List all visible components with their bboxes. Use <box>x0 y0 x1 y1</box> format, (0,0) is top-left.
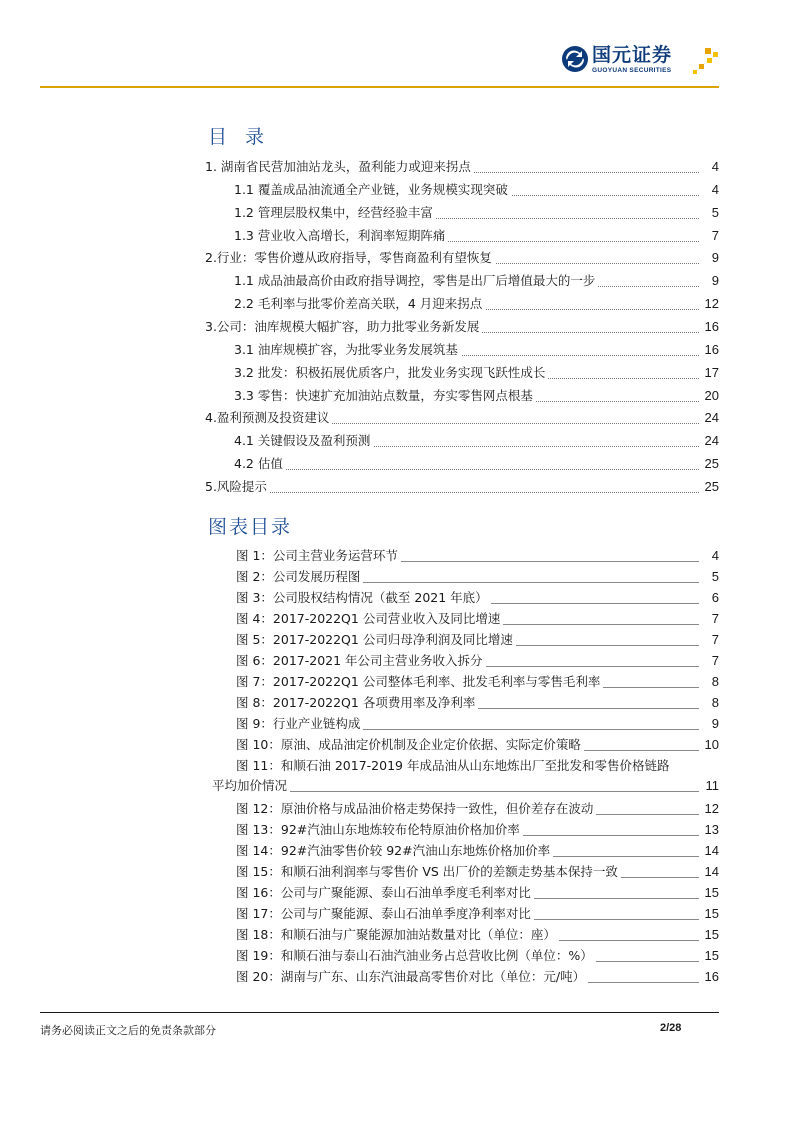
figure-entry[interactable] <box>236 714 719 734</box>
toc-entry-label: 4.2 估值 <box>234 456 286 471</box>
toc-entry[interactable] <box>234 340 719 360</box>
logo-chinese-text: 国元证券 <box>592 44 673 66</box>
figure-entry[interactable] <box>236 735 719 755</box>
toc-entry[interactable] <box>234 431 719 451</box>
figure-entry-label: 图 6：2017-2021 年公司主营业务收入拆分 <box>236 653 486 668</box>
toc-entry[interactable] <box>234 180 719 200</box>
logo-english-text: GUOYUAN SECURITIES <box>592 67 672 74</box>
figure-entry-label: 图 9：行业产业链构成 <box>236 716 363 731</box>
toc-entry[interactable] <box>234 294 719 314</box>
figure-entry[interactable] <box>236 904 719 924</box>
toc-entry-page: 4 <box>709 180 719 200</box>
toc-entry-label: 1.3 营业收入高增长，利润率短期阵痛 <box>234 228 448 243</box>
figure-entry-label: 图 18：和顺石油与广聚能源加油站数量对比（单位：座） <box>236 927 559 942</box>
toc-entry-label: 4.盈利预测及投资建议 <box>205 410 332 425</box>
figure-entry-page: 6 <box>709 588 719 608</box>
toc-entry-page: 24 <box>702 431 719 451</box>
toc-entry-label: 1. 湖南省民营加油站龙头，盈利能力或迎来拐点 <box>205 159 474 174</box>
figure-entry-label: 图 14：92#汽油零售价较 92#汽油山东地炼价格加价率 <box>236 843 553 858</box>
figure-entry[interactable] <box>236 841 719 861</box>
toc-entry-page: 16 <box>702 317 719 337</box>
figure-entry-page: 11 <box>703 776 720 796</box>
figure-entry[interactable] <box>236 546 719 566</box>
toc-entry-page: 12 <box>702 294 719 314</box>
footer-disclaimer: 请务必阅读正文之后的免责条款部分 <box>40 1024 216 1037</box>
toc-entry[interactable] <box>234 454 719 474</box>
toc-entry[interactable] <box>205 248 719 268</box>
figure-entry-label: 图 11：和顺石油 2017-2019 年成品油从山东地炼出厂至批发和零售价格链路 <box>236 758 670 773</box>
figure-entry-page: 15 <box>702 925 719 945</box>
figure-entry-page: 5 <box>709 567 719 587</box>
figure-entry-page: 10 <box>702 735 719 755</box>
toc-entry-label: 1.1 覆盖成品油流通全产业链，业务规模实现突破 <box>234 182 511 197</box>
figure-entry[interactable] <box>236 651 719 671</box>
header-rule <box>40 86 719 88</box>
toc-entry-label: 1.2 管理层股权集中，经营经验丰富 <box>234 205 436 220</box>
figure-entry-label: 图 5：2017-2022Q1 公司归母净利润及同比增速 <box>236 632 516 647</box>
figure-entry-page: 8 <box>709 672 719 692</box>
toc-entry[interactable] <box>234 226 719 246</box>
toc-entry-label: 3.3 零售：快速扩充加油站点数量，夯实零售网点根基 <box>234 388 536 403</box>
decorative-squares-icon <box>691 46 721 76</box>
toc-entry[interactable] <box>205 477 719 497</box>
toc-entry-label: 2.行业：零售价遵从政府指导，零售商盈利有望恢复 <box>205 250 495 265</box>
toc-entry[interactable] <box>205 408 719 428</box>
figure-entry-page: 7 <box>709 630 719 650</box>
toc-entry-page: 4 <box>709 157 719 177</box>
figure-entry-label: 图 12：原油价格与成品油价格走势保持一致性，但价差存在波动 <box>236 801 596 816</box>
figure-entry[interactable] <box>236 672 719 692</box>
figure-entry-label: 图 10：原油、成品油定价机制及企业定价依据、实际定价策略 <box>236 737 584 752</box>
figure-entry-label: 图 20：湖南与广东、山东汽油最高零售价对比（单位：元/吨） <box>236 969 588 984</box>
toc-entry-page: 17 <box>702 363 719 383</box>
toc-entry-page: 9 <box>709 271 719 291</box>
figure-entry[interactable] <box>236 883 719 903</box>
figure-entry-label: 图 13：92#汽油山东地炼较布伦特原油价格加价率 <box>236 822 523 837</box>
toc-entry-page: 9 <box>709 248 719 268</box>
toc-entry-page: 16 <box>702 340 719 360</box>
figure-entry-page: 4 <box>709 546 719 566</box>
toc-leader <box>234 469 699 470</box>
toc-entry-label: 5.风险提示 <box>205 479 270 494</box>
figure-entry[interactable] <box>236 925 719 945</box>
toc-entry-label: 4.1 关键假设及盈利预测 <box>234 433 373 448</box>
toc-entry-label: 3.2 批发：积极拓展优质客户，批发业务实现飞跃性成长 <box>234 365 548 380</box>
figure-entry-label: 图 3：公司股权结构情况（截至 2021 年底） <box>236 590 491 605</box>
figure-entry[interactable] <box>236 799 719 819</box>
figure-entry[interactable] <box>236 693 719 713</box>
figure-entry-page: 14 <box>702 862 719 882</box>
toc-entry-page: 7 <box>709 226 719 246</box>
figure-entry-page: 9 <box>709 714 719 734</box>
toc-entry[interactable] <box>234 271 719 291</box>
toc-entry-label: 3.公司：油库规模大幅扩容，助力批零业务新发展 <box>205 319 482 334</box>
toc-entry[interactable] <box>234 386 719 406</box>
figure-entry[interactable] <box>236 609 719 629</box>
toc-entry-label: 3.1 油库规模扩容，为批零业务发展筑基 <box>234 342 461 357</box>
figure-entry[interactable] <box>236 630 719 650</box>
toc-entry-page: 5 <box>709 203 719 223</box>
figure-entry-label-cont: 平均加价情况 <box>212 778 290 793</box>
toc-entry-page: 24 <box>702 408 719 428</box>
figure-entry-label: 图 19：和顺石油与泰山石油汽油业务占总营收比例（单位：%） <box>236 948 596 963</box>
company-logo <box>561 44 721 80</box>
figure-entry[interactable] <box>236 946 719 966</box>
figure-entry-label: 图 2：公司发展历程图 <box>236 569 363 584</box>
figure-entry-page: 15 <box>702 883 719 903</box>
toc-leader <box>205 492 699 493</box>
page-number: 2/28 <box>660 1022 682 1034</box>
figure-entry[interactable] <box>236 588 719 608</box>
figure-entry-page: 8 <box>709 693 719 713</box>
figure-entry-label: 图 16：公司与广聚能源、泰山石油单季度毛利率对比 <box>236 885 534 900</box>
figure-entry-page: 13 <box>702 820 719 840</box>
toc-entry-page: 25 <box>702 477 719 497</box>
figure-entry-label: 图 4：2017-2022Q1 公司营业收入及同比增速 <box>236 611 503 626</box>
figure-entry-label: 图 17：公司与广聚能源、泰山石油单季度净利率对比 <box>236 906 534 921</box>
footer-rule <box>40 1012 719 1013</box>
toc-entry[interactable] <box>234 203 719 223</box>
figure-entry-page: 14 <box>702 841 719 861</box>
figure-entry[interactable] <box>236 862 719 882</box>
toc-title: 目 录 <box>208 126 271 148</box>
toc-entry-label: 2.2 毛利率与批零价差高关联，4 月迎来拐点 <box>234 296 485 311</box>
figure-entry-page: 15 <box>702 946 719 966</box>
figure-entry[interactable] <box>236 567 719 587</box>
toc-entry-label: 1.1 成品油最高价由政府指导调控，零售是出厂后增值最大的一步 <box>234 273 598 288</box>
toc-entry[interactable] <box>205 157 719 177</box>
toc-entry[interactable] <box>205 317 719 337</box>
figure-entry-label: 图 8：2017-2022Q1 各项费用率及净利率 <box>236 695 478 710</box>
toc-entry-page: 20 <box>702 386 719 406</box>
figure-entry[interactable] <box>236 967 719 987</box>
figures-title: 图表目录 <box>208 516 293 538</box>
figure-entry-page: 7 <box>709 609 719 629</box>
figure-entry[interactable] <box>212 756 719 796</box>
toc-entry[interactable] <box>234 363 719 383</box>
toc-entry-page: 25 <box>702 454 719 474</box>
figure-entry-label: 图 1：公司主营业务运营环节 <box>236 548 401 563</box>
figure-entry-label: 图 15：和顺石油利润率与零售价 VS 出厂价的差额走势基本保持一致 <box>236 864 621 879</box>
guoyuan-logo-icon <box>561 45 589 73</box>
figure-entry-page: 7 <box>709 651 719 671</box>
figure-entry-page: 15 <box>702 904 719 924</box>
figure-entry[interactable] <box>236 820 719 840</box>
figure-entry-page: 12 <box>702 799 719 819</box>
figure-entry-page: 16 <box>702 967 719 987</box>
figure-entry-label: 图 7：2017-2022Q1 公司整体毛利率、批发毛利率与零售毛利率 <box>236 674 603 689</box>
